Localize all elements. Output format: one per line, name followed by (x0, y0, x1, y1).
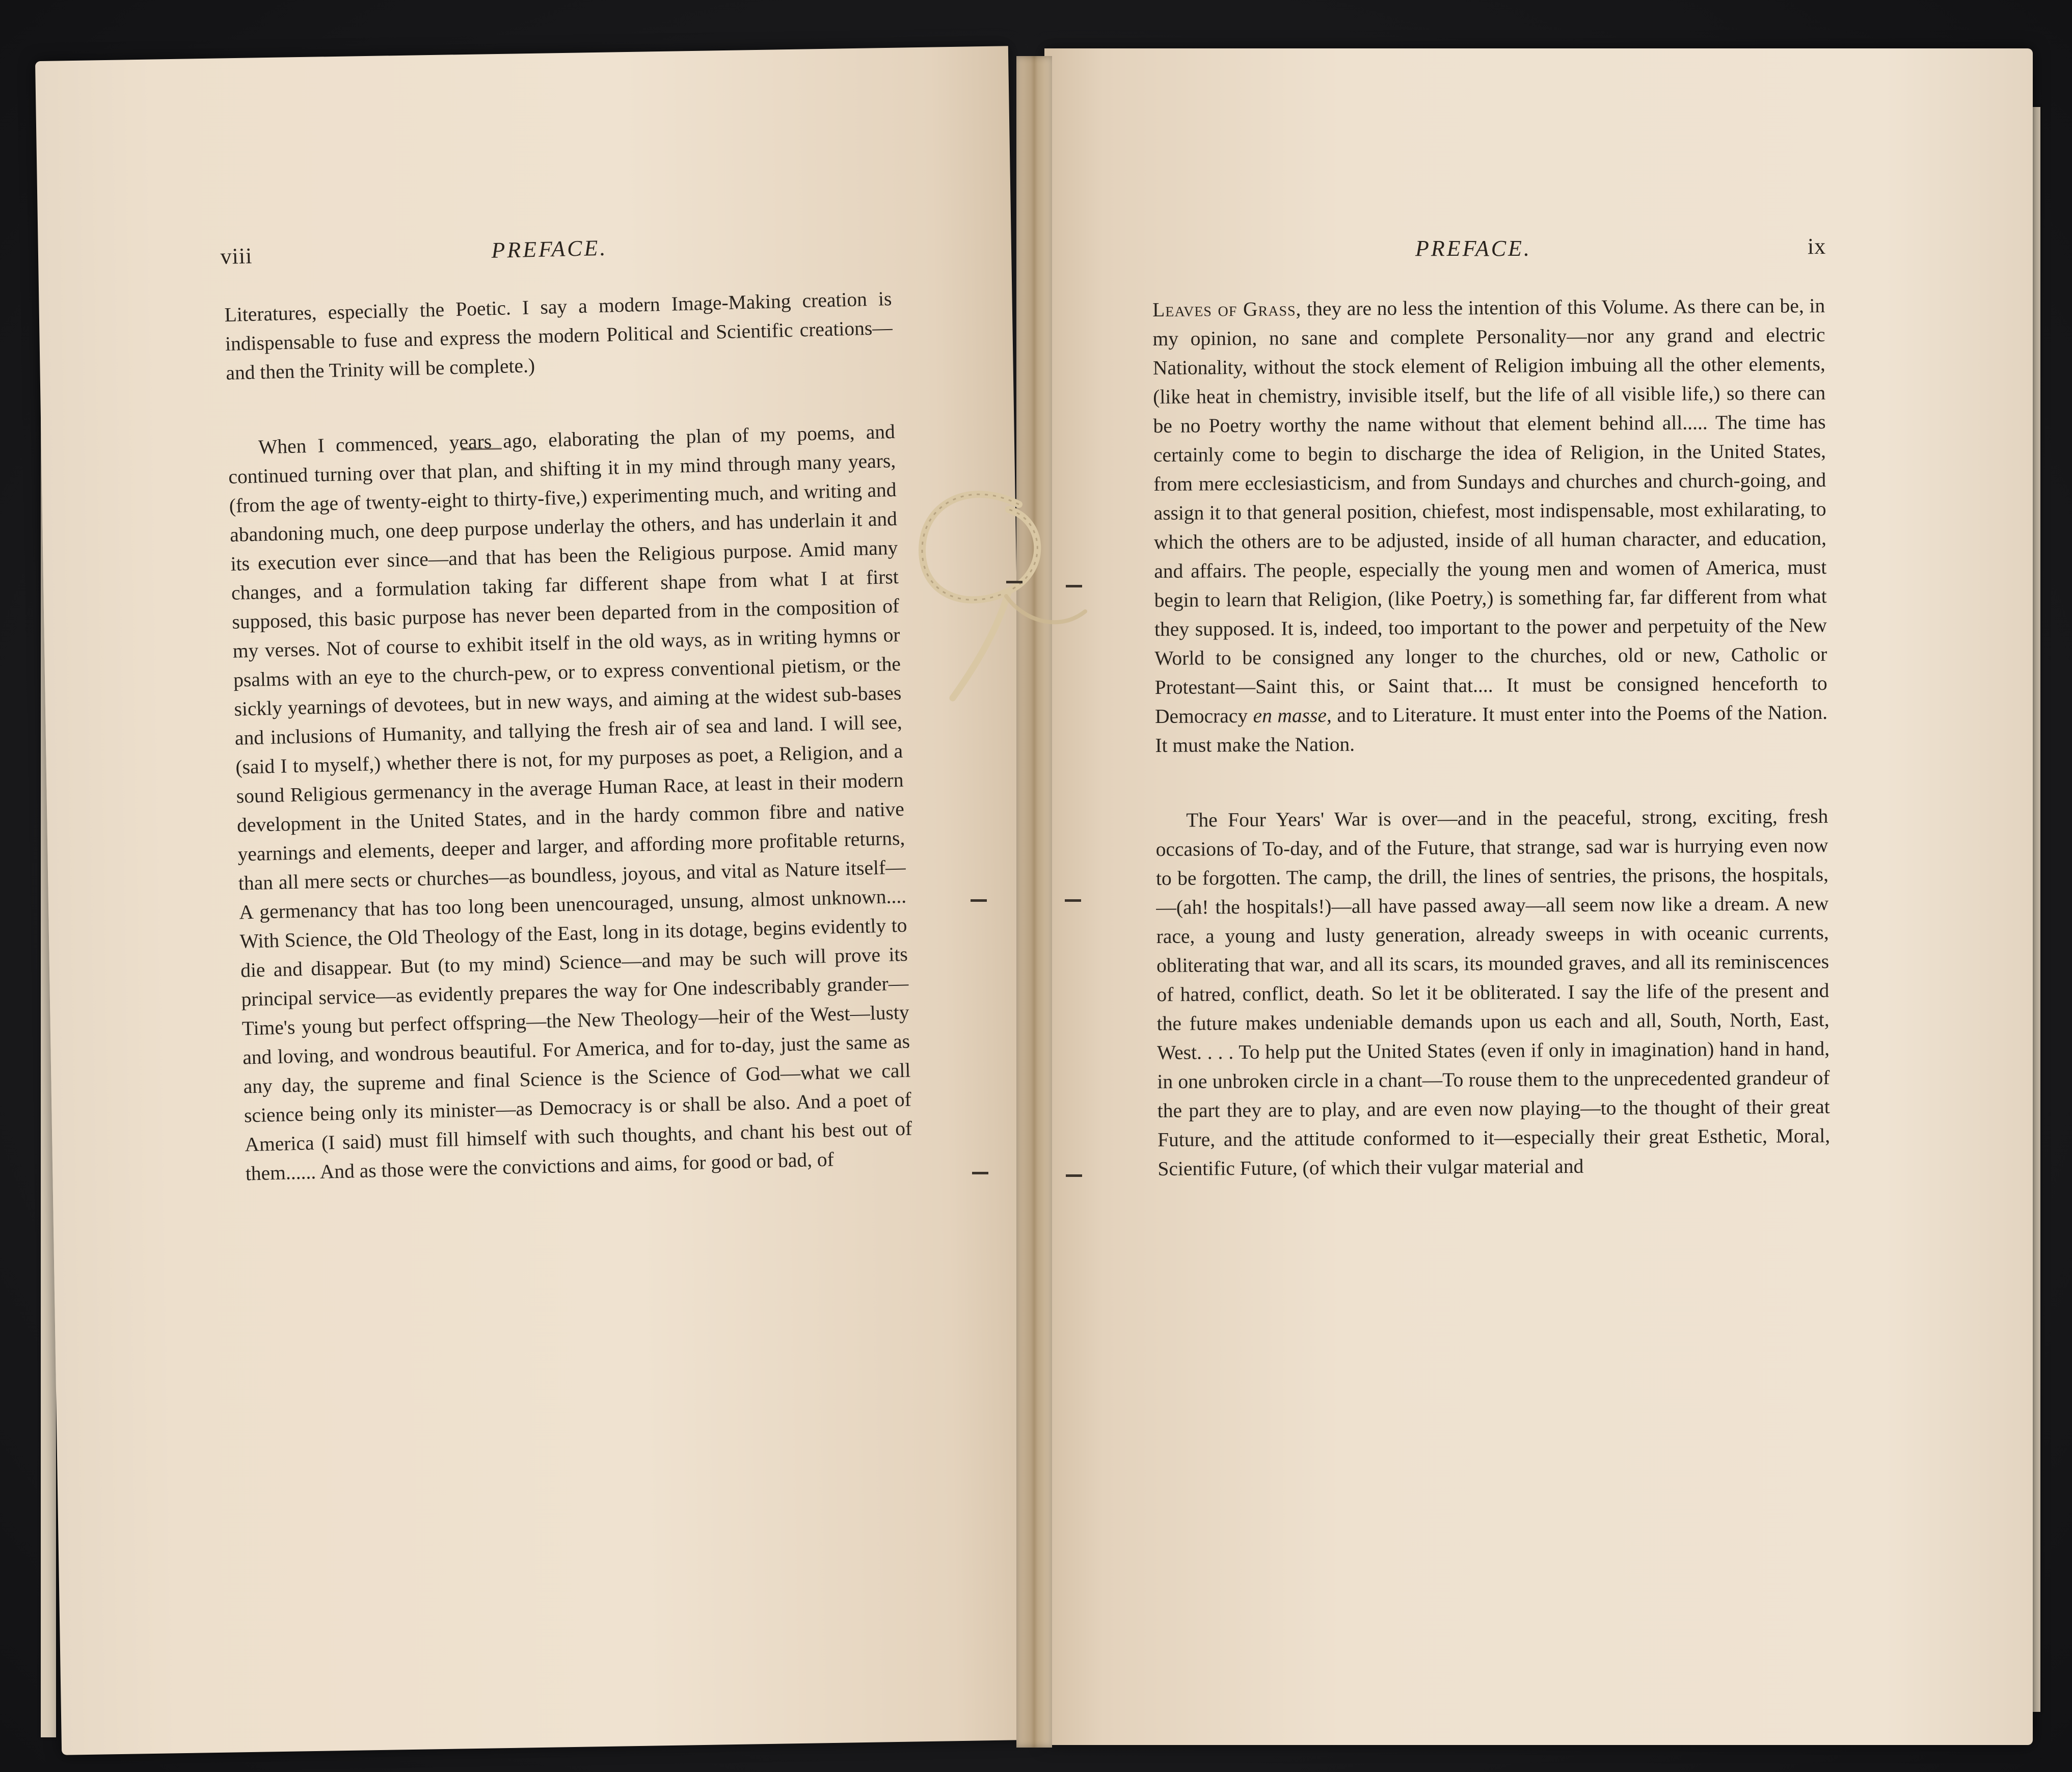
binding-mark (972, 1172, 988, 1174)
right-paragraph-1-body: they are no less the intention of this Volume. As there can be, in my opinion, no sane and complete Personality—nor any grand and electric Nationality, without the stock element of Religion imbuing all the other elements, (like heat in chemistry, invisible itself, but the life of all visible life,) so there can be no Poetry worthy the name without that element behind all..... The time has certainly come to begin to discharge the idea of Religion, in the United States, from mere ecclesiasticism, and from Sundays and churches and church-going, and assign it to that general position, chiefest, most indispensable, most exhilarating, to which the others are to be adjusted, inside of all human character, and education, and affairs. The people, especially the young men and women of America, must begin to learn that Religion, (like Poetry,) is something far, far different from what they supposed. It is, indeed, too important to the power and perpetuity of the New World to be consigned any longer to the churches, old or new, Catholic or Protestant—Saint this, or Saint that.... It must be consigned henceforth to Democracy (1152, 294, 1827, 728)
binding-string (892, 459, 1111, 744)
binding-mark (1065, 899, 1081, 902)
binding-mark (1066, 1174, 1082, 1177)
book-title: Leaves of Grass, (1152, 298, 1302, 321)
left-paragraph-1: Literatures, especially the Poetic. I say a modern Image-Making creation is indispensable to fuse and express the modern Political and Scientific creations—and then the Trinity will be complete.) (224, 287, 893, 384)
italic-phrase: en masse, (1253, 704, 1332, 727)
right-paragraph-1 (1152, 291, 1828, 760)
page-number-right: ix (1808, 234, 1826, 259)
book-gutter (1016, 56, 1052, 1748)
right-page-text (1152, 291, 1831, 1184)
binding-mark (1006, 581, 1022, 583)
left-page-text (224, 284, 913, 1188)
right-paragraph-1-end: and to Literature. It must enter into the Poems of the Nation. It must make the Nation. (1155, 701, 1828, 757)
right-paragraph-2: The Four Years' War is over—and in the peaceful, strong, exciting, fresh occasions of To-day, and of the Future, that strange, sad war is hurrying even now to be forgotten. The camp, the drill, the lines of sentries, the prisons, the hospitals, —(ah! the hospitals!)—all have passed away—all seem now like a dream. A new race, a young and lusty generation, already sweeps in with oceanic currents, obliterating that war, and all its scars, its mounded graves, and all its reminiscences of hatred, conflict, death. So let it be obliterated. I say the life of the present and the future makes undeniable demands upon us each and all, South, North, East, West. . . . To help put the United States (even if only in imagination) hand in hand, in one unbroken circle in a chant—To rouse them to the unprecedented grandeur of the part they are to play, and are even now playing—to the thought of their great Future, and the attitude conformed to it—especially their great Esthetic, Moral, Scientific Future, (of which their vulgar material and (1155, 804, 1831, 1180)
running-title-left: PREFACE. (491, 235, 608, 263)
left-paragraph-2: When I commenced, years ago, elaborating the plan of my poems, and continued turning over that plan, and shifting it in my mind through many years, (from the age of twenty-eight to thirty-five,) experimenting much, and writing and abandoning much, one deep purpose underlay the others, and has underlain it and its execution ever since—and that has been the Religious purpose. Amid many changes, and a formulation taking far different shape from what I at first supposed, this basic purpose has never been departed from in the composition of my verses. Not of course to exhibit itself in the old ways, as in writing hymns or psalms with an eye to the church-pew, or to express conventional pietism, or the sickly yearnings of devotees, but in new ways, and aiming at the widest sub-bases and inclusions of Humanity, and tallying the fresh air of sea and land. I will see, (said I to myself,) whether there is not, for my purposes as poet, a Religion, and a sound Religious germenancy in the average Human Race, at least in their modern development in the United States, and in the hardy common fibre and native yearnings and elements, deeper and larger, and affording more profitable returns, than all mere sects or churches—as boundless, joyous, and vital as Nature itself—A germenancy that has too long been unencouraged, unsung, almost unknown.... With Science, the Old Theology of the East, long in its dotage, begins evidently to die and disappear. But (to my mind) Science—and may be such will prove its principal service—as evidently prepares the way for One indescribably grander—Time's young but perfect offspring—the New Theology—heir of the West—lusty and loving, and wondrous beautiful. For America, and for to-day, just the same as any day, the supreme and final Science is the Science of God—what we call science being only its minister—as Democracy is or shall be also. And a poet of America (I said) must fill himself with such thoughts, and chant his best out of them...... And as those were the convictions and aims, for good or bad, of (228, 420, 912, 1185)
binding-mark (971, 899, 987, 902)
binding-mark (1066, 585, 1082, 587)
running-title-right: PREFACE. (1415, 236, 1531, 261)
page-number-left: viii (220, 243, 253, 269)
